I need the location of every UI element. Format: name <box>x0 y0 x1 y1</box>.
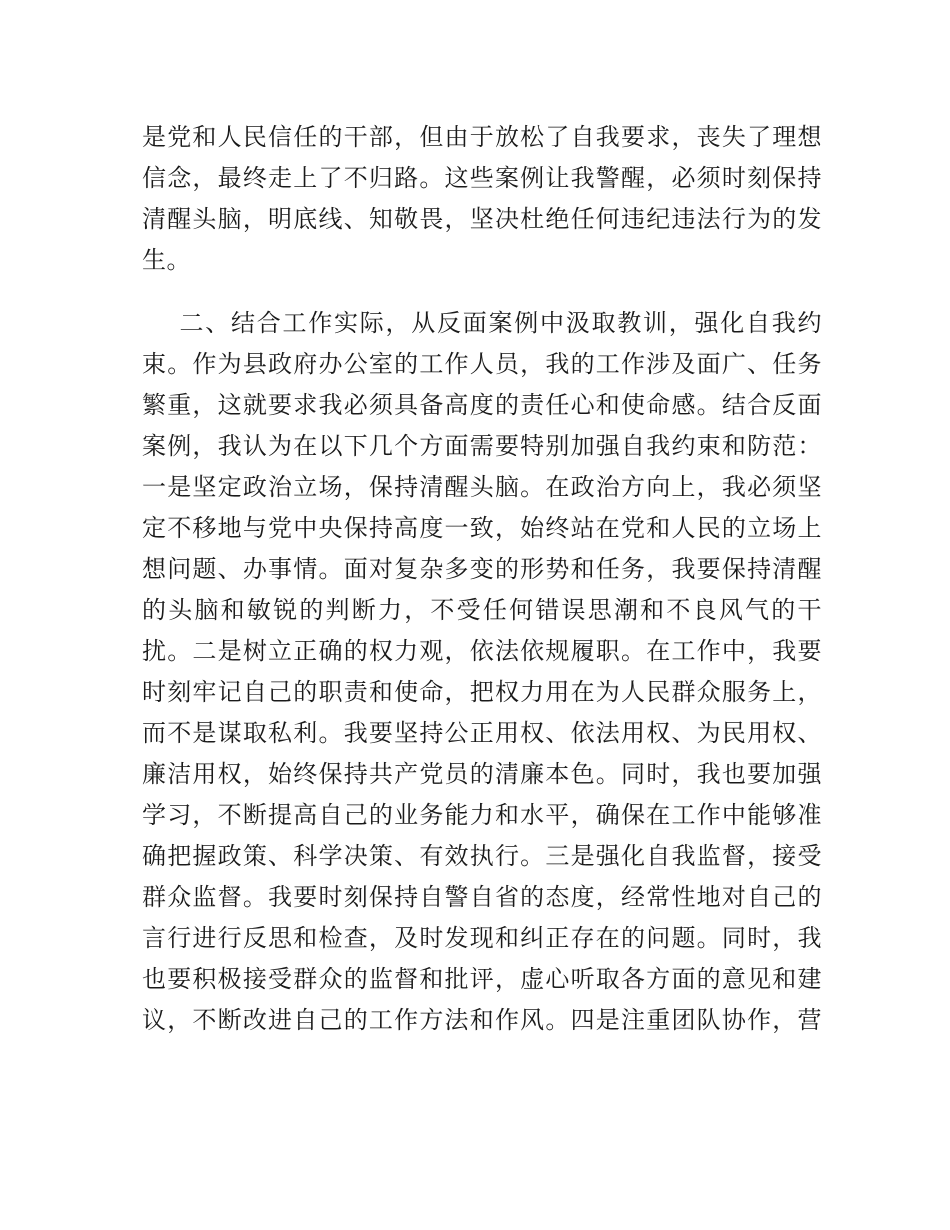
text-line: 想问题、办事情。面对复杂多变的形势和任务，我要保持清醒 <box>142 555 822 583</box>
text-line: 定不移地与党中央保持高度一致，始终站在党和人民的立场上 <box>142 514 822 542</box>
paragraph-2 <box>142 303 822 1041</box>
text-line: 繁重，这就要求我必须具备高度的责任心和使命感。结合反面 <box>142 391 822 419</box>
text-line: 信念，最终走上了不归路。这些案例让我警醒，必须时刻保持 <box>142 164 822 192</box>
text-line: 廉洁用权，始终保持共产党员的清廉本色。同时，我也要加强 <box>142 760 822 788</box>
text-line: 也要积极接受群众的监督和批评，虚心听取各方面的意见和建 <box>142 965 822 993</box>
text-line: 是党和人民信任的干部，但由于放松了自我要求，丧失了理想 <box>142 123 822 151</box>
text-line: 学习，不断提高自己的业务能力和水平，确保在工作中能够准 <box>142 801 822 829</box>
text-line: 扰。二是树立正确的权力观，依法依规履职。在工作中，我要 <box>142 637 822 665</box>
text-line: 确把握政策、科学决策、有效执行。三是强化自我监督，接受 <box>142 842 822 870</box>
text-line: 生。 <box>142 246 191 274</box>
text-line: 一是坚定政治立场，保持清醒头脑。在政治方向上，我必须坚 <box>142 473 822 501</box>
text-line: 言行进行反思和检查，及时发现和纠正存在的问题。同时，我 <box>142 924 822 952</box>
text-line: 的头脑和敏锐的判断力，不受任何错误思潮和不良风气的干 <box>142 596 822 624</box>
text-line: 二、结合工作实际，从反面案例中汲取教训，强化自我约 <box>142 309 822 337</box>
text-line: 群众监督。我要时刻保持自警自省的态度，经常性地对自己的 <box>142 883 822 911</box>
text-line: 议，不断改进自己的工作方法和作风。四是注重团队协作，营 <box>142 1006 822 1034</box>
paragraph-1 <box>142 117 822 281</box>
text-line: 而不是谋取私利。我要坚持公正用权、依法用权、为民用权、 <box>142 719 822 747</box>
text-line: 清醒头脑，明底线、知敬畏，坚决杜绝任何违纪违法行为的发 <box>142 205 822 233</box>
text-line: 案例，我认为在以下几个方面需要特别加强自我约束和防范： <box>142 432 822 460</box>
text-line: 时刻牢记自己的职责和使命，把权力用在为人民群众服务上， <box>142 678 822 706</box>
text-line: 束。作为县政府办公室的工作人员，我的工作涉及面广、任务 <box>142 350 822 378</box>
